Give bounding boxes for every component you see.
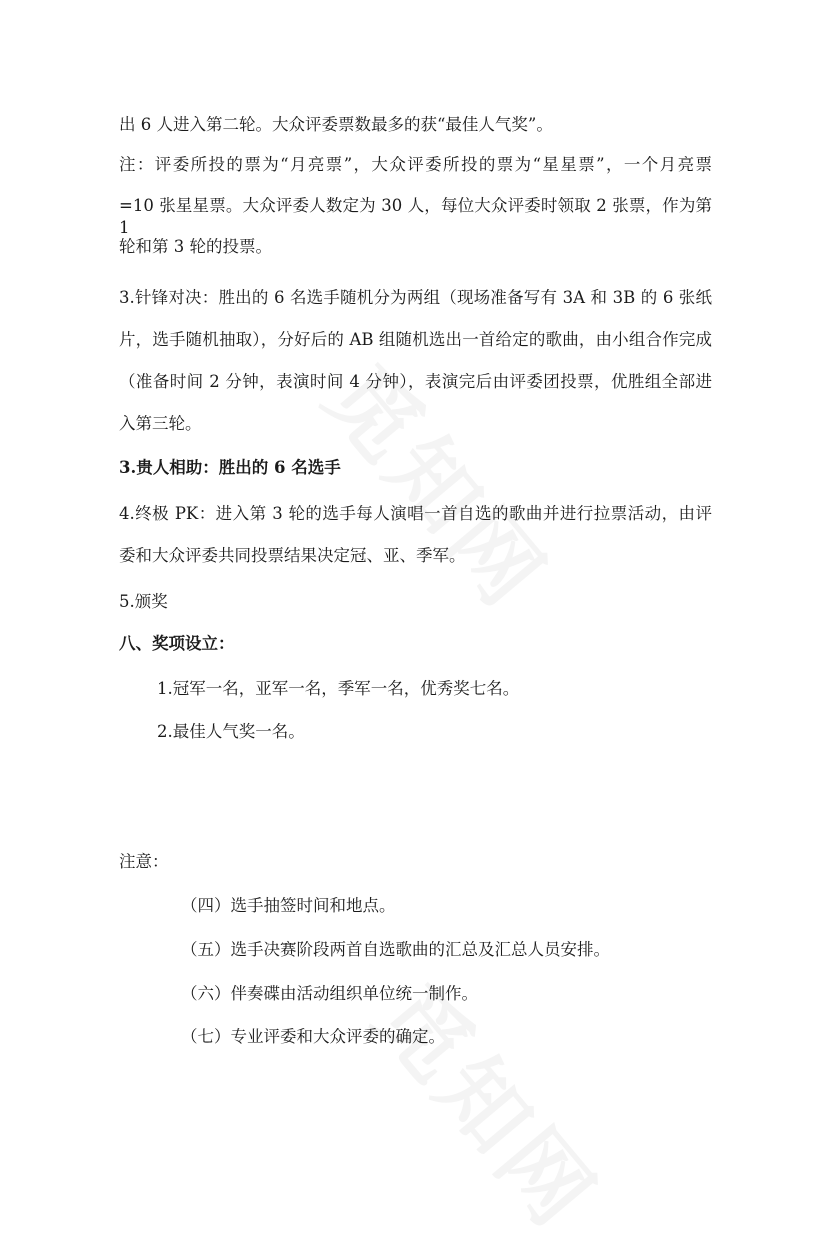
paragraph-line: 片，选手随机抽取），分好后的 AB 组随机选出一首给定的歌曲，由小组合作完成 [119, 330, 712, 349]
paragraph-line: 委和大众评委共同投票结果决定冠、亚、季军。 [119, 546, 466, 565]
notes-label: 注意： [119, 852, 169, 871]
note-item: （六）伴奏碟由活动组织单位统一制作。 [181, 984, 478, 1003]
paragraph-line: 5.颁奖 [119, 592, 168, 611]
paragraph-line: 轮和第 3 轮的投票。 [119, 237, 272, 256]
paragraph-line: 4.终极 PK：进入第 3 轮的选手每人演唱一首自选的歌曲并进行拉票活动，由评 [119, 504, 712, 523]
paragraph-line: 出 6 人进入第二轮。大众评委票数最多的获“最佳人气奖”。 [119, 115, 553, 134]
paragraph-line: 注：评委所投的票为“月亮票”，大众评委所投的票为“星星票”，一个月亮票 [119, 155, 712, 174]
section-heading: 八、奖项设立： [119, 634, 235, 653]
note-item: （七）专业评委和大众评委的确定。 [181, 1027, 445, 1046]
note-item: （四）选手抽签时间和地点。 [181, 896, 396, 915]
note-item: （五）选手决赛阶段两首自选歌曲的汇总及汇总人员安排。 [181, 940, 610, 959]
paragraph-line: 入第三轮。 [119, 414, 202, 433]
paragraph-line: =10 张星星票。大众评委人数定为 30 人，每位大众评委时领取 2 张票，作为第 1 [119, 196, 712, 237]
award-item: 2.最佳人气奖一名。 [157, 722, 305, 741]
paragraph-line: 3.针锋对决：胜出的 6 名选手随机分为两组（现场准备写有 3A 和 3B 的 6 张纸 [119, 288, 712, 307]
paragraph-line: （准备时间 2 分钟，表演时间 4 分钟），表演完后由评委团投票，优胜组全部进 [119, 372, 712, 391]
award-item: 1.冠军一名，亚军一名，季军一名，优秀奖七名。 [157, 679, 520, 698]
bold-heading-line: 3.贵人相助：胜出的 6 名选手 [119, 458, 341, 477]
